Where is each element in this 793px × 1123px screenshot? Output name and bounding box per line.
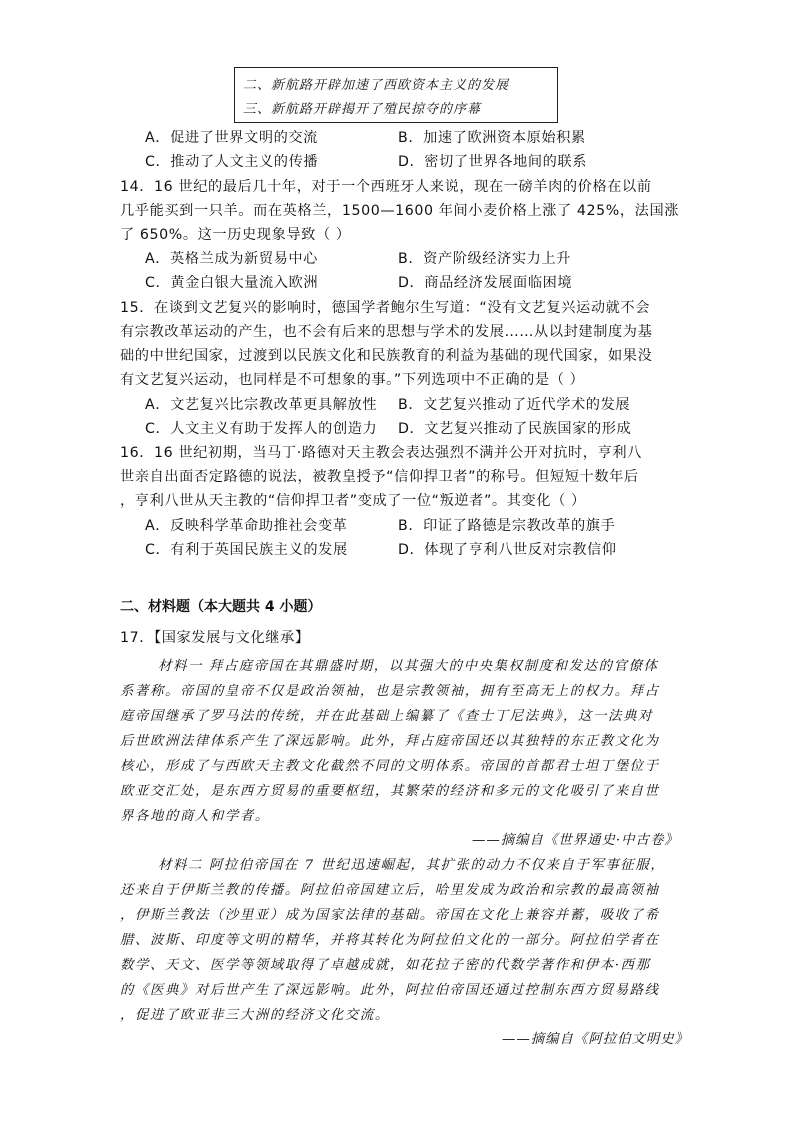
material2-line: ，促进了欧亚非三大洲的经济文化交流。 [120,1008,390,1023]
material2-source: ——摘编自《阿拉伯文明史》 [502,1032,690,1047]
material1-line: 材料一 拜占庭帝国在其鼎盛时期，以其强大的中央集权制度和发达的官僚体 [158,659,659,674]
q16-stem-line: 16．16 世纪初期，当马丁·路德对天主教会表达强烈不满并公开对抗时，亨利八 [120,445,642,461]
q14-stem-line: 了 650%。这一历史现象导致（ ） [120,227,351,243]
q16-option-c: C．有利于英国民族主义的发展 [145,542,348,558]
material2-line: 还来自于伊斯兰教的传播。阿拉伯帝国建立后，哈里发成为政治和宗教的最高领袖 [120,883,660,898]
material1-line: 核心，形成了与西欧天主教文化截然不同的文明体系。帝国的首都君士坦丁堡位于 [120,759,660,774]
section-title: 二、材料题（本大题共 4 小题） [120,599,322,615]
material1-line: 庭帝国继承了罗马法的传统，并在此基础上编纂了《查士丁尼法典》，这一法典对 [120,709,653,724]
box-line-2: 二、新航路开辟加速了西欧资本主义的发展 [243,78,510,93]
q16-option-b: B．印证了路德是宗教改革的旗手 [398,518,616,534]
material2-line: 材料二 阿拉伯帝国在 7 世纪迅速崛起，其扩张的动力不仅来自于军事征服， [158,858,666,873]
q14-option-d: D．商品经济发展面临困境 [398,275,573,291]
q15-stem-line: 础的中世纪国家，过渡到以民族文化和民族教育的利益为基础的现代国家，如果没 [120,348,653,364]
material1-line: 界各地的商人和学者。 [120,809,270,824]
q14-stem-line: 几乎能买到一只羊。而在英格兰，1500—1600 年间小麦价格上涨了 425%，法国涨 [120,203,680,219]
material2-line: 腊、波斯、印度等文明的精华，并将其转化为阿拉伯文化的一部分。阿拉伯学者在 [120,933,660,948]
box-line-3: 三、新航路开辟揭开了殖民掠夺的序幕 [243,102,482,117]
material1-line: 系著称。帝国的皇帝不仅是政治领袖，也是宗教领袖，拥有至高无上的权力。拜占 [120,684,660,699]
q16-stem-line: 世亲自出面否定路德的说法，被教皇授予“信仰捍卫者”的称号。但短短十数年后 [120,469,639,485]
q13-material-box [234,67,558,123]
q16-option-d: D．体现了亨利八世反对宗教信仰 [398,542,617,558]
q14-option-b: B．资产阶级经济实力上升 [398,251,571,267]
q15-option-c: C．人文主义有助于发挥人的创造力 [145,421,378,437]
q15-option-d: D．文艺复兴推动了民族国家的形成 [398,421,632,437]
q14-option-a: A．英格兰成为新贸易中心 [145,251,318,267]
material2-line: 数学、天文、医学等领域取得了卓越成就，如花拉子密的代数学著作和伊本·西那 [120,958,651,973]
material1-line: 后世欧洲法律体系产生了深远影响。此外，拜占庭帝国还以其独特的东正教文化为 [120,734,660,749]
q13-option-b: B．加速了欧洲资本原始积累 [398,130,586,146]
q13-option-d: D．密切了世界各地间的联系 [398,154,587,170]
q16-option-a: A．反映科学革命助推社会变革 [145,518,348,534]
q17-heading: 17．【国家发展与文化继承】 [120,630,310,646]
q15-stem-line: 有宗教改革运动的产生，也不会有后来的思想与学术的发展……从以封建制度为基 [120,324,653,340]
q15-option-a: A．文艺复兴比宗教改革更具解放性 [145,397,378,413]
material2-line: 的《医典》对后世产生了深远影响。此外，阿拉伯帝国还通过控制东西方贸易路线 [120,983,660,998]
q16-stem-line: ，亨利八世从天主教的“信仰捍卫者”变成了一位“叛逆者”。其变化（ ） [120,493,586,509]
q15-stem-line: 15．在谈到文艺复兴的影响时，德国学者鲍尔生写道：“没有文艺复兴运动就不会 [120,300,650,316]
q13-option-a: A．促进了世界文明的交流 [145,130,318,146]
material1-source: ——摘编自《世界通史·中古卷》 [472,833,679,848]
material1-line: 欧亚交汇处，是东西方贸易的重要枢纽，其繁荣的经济和多元的文化吸引了来自世 [120,784,660,799]
q14-stem-line: 14．16 世纪的最后几十年，对于一个西班牙人来说，现在一磅羊肉的价格在以前 [120,179,652,195]
q13-option-c: C．推动了人文主义的传播 [145,154,319,170]
q14-option-c: C．黄金白银大量流入欧洲 [145,275,319,291]
q15-stem-line: 有文艺复兴运动，也同样是不可想象的事。”下列选项中不正确的是（ ） [120,372,585,388]
material2-line: ，伊斯兰教法（沙里亚）成为国家法律的基础。帝国在文化上兼容并蓄，吸收了希 [120,908,660,923]
q15-option-b: B．文艺复兴推动了近代学术的发展 [398,397,631,413]
